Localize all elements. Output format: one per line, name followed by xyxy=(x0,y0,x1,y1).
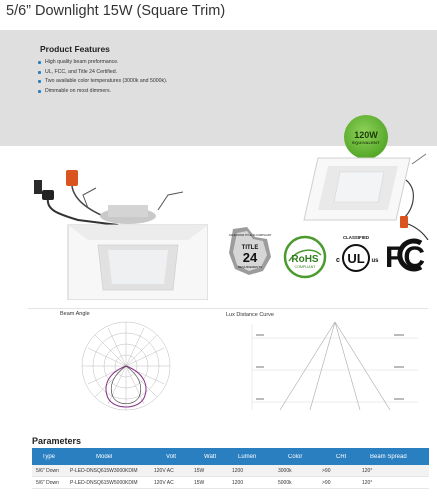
features-heading: Product Features xyxy=(40,44,110,54)
table-header xyxy=(32,448,429,465)
bullet-icon xyxy=(38,61,41,64)
feature-text: Dimmable on most dimmers. xyxy=(45,87,112,94)
cell-lumen: 1200 xyxy=(232,479,244,486)
col-header-color: Color xyxy=(288,453,303,460)
downlight-product-image xyxy=(8,150,208,300)
cell-cri: >90 xyxy=(322,467,331,474)
col-header-beam-spread: Beam Spread xyxy=(370,453,407,460)
col-header-watt: Watt xyxy=(204,453,217,460)
table-row xyxy=(32,465,429,477)
title24-title: TITLE xyxy=(241,245,259,251)
cell-type: 5/6" Down xyxy=(36,467,59,474)
bullet-icon xyxy=(38,90,41,93)
product-features-panel xyxy=(0,30,437,146)
cell-color: 5000k xyxy=(278,479,292,486)
parameters-table xyxy=(32,448,429,489)
beam-angle-polar-diagram xyxy=(80,320,172,412)
feature-item xyxy=(38,87,167,97)
cell-watt: 15W xyxy=(194,467,205,474)
ul-left: c xyxy=(336,257,340,264)
col-header-model: Model xyxy=(96,453,113,460)
lux-distance-curve-diagram xyxy=(240,318,430,418)
feature-text: Two available color temperatures (3000k and 5000k). xyxy=(45,78,168,84)
bullet-icon xyxy=(38,71,41,74)
feature-item xyxy=(38,58,167,68)
cell-model: P-LED-DNSQ615W3000KDIM xyxy=(70,467,138,474)
lux-distance-label: Lux Distance Curve xyxy=(226,312,274,318)
table-row xyxy=(32,477,429,489)
feature-item xyxy=(38,77,167,87)
cell-cri: >90 xyxy=(322,479,331,486)
title24-bottom-text: REQUIREMENTS xyxy=(237,265,263,269)
fcc-mark: FC xyxy=(385,241,425,274)
cell-color: 3000k xyxy=(278,467,292,474)
page-title: 5/6” Downlight 15W (Square Trim) xyxy=(6,3,226,19)
feature-text: UL, FCC, and Title 24 Certified. xyxy=(45,68,118,75)
col-header-cri: CRI xyxy=(336,453,347,460)
cell-volt: 120V AC xyxy=(154,479,174,486)
ul-right: us xyxy=(371,258,379,264)
col-header-lumen: Lumen xyxy=(238,453,257,460)
cell-watt: 15W xyxy=(194,479,205,486)
beam-angle-label: Beam Angle xyxy=(60,311,90,317)
badge-label: EQUIVALENT xyxy=(352,139,380,145)
ul-top-text: CLASSIFIED xyxy=(342,235,370,240)
col-header-type: Type xyxy=(42,453,56,460)
cell-type: 5/6" Down xyxy=(36,479,59,486)
ul-mark: UL xyxy=(347,251,365,266)
title24-logo xyxy=(225,225,275,277)
rohs-text: RoHS xyxy=(291,254,319,265)
feature-item xyxy=(38,68,167,78)
divider xyxy=(28,308,428,309)
bullet-icon xyxy=(38,80,41,83)
ul-classified-logo xyxy=(333,231,379,279)
rohs-label: COMPLIANT xyxy=(294,265,316,269)
cell-beam-spread: 120° xyxy=(362,479,373,486)
cell-model: P-LED-DNSQ615W5000KDIM xyxy=(70,479,138,486)
cell-lumen: 1200 xyxy=(232,467,244,474)
cell-beam-spread: 120° xyxy=(362,467,373,474)
col-header-volt: Volt xyxy=(166,453,177,460)
certification-logos xyxy=(225,225,435,300)
feature-text: High quality beam preformance. xyxy=(45,59,119,65)
features-list xyxy=(38,58,167,96)
title24-number: 24 xyxy=(242,250,258,265)
parameters-heading: Parameters xyxy=(32,436,82,446)
title24-top-text: CALIFORNIA TITLE 24 COMPLIANT xyxy=(228,234,272,237)
rohs-logo xyxy=(283,235,327,279)
badge-watts: 120W xyxy=(354,129,378,140)
fcc-logo xyxy=(385,235,429,275)
cell-volt: 120V AC xyxy=(154,467,174,474)
